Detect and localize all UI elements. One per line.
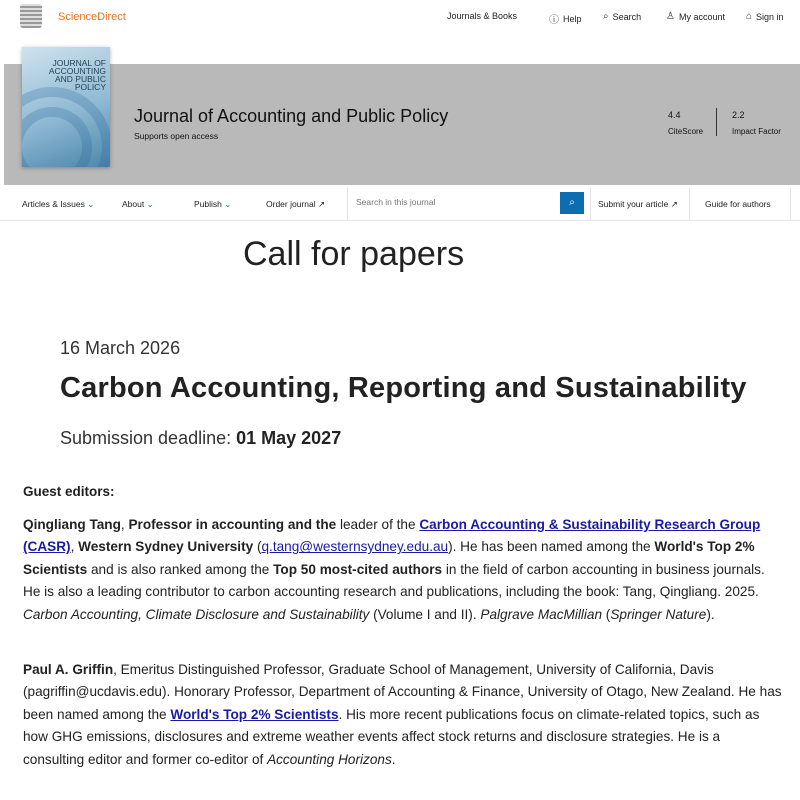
citescore-value: 4.4: [668, 110, 681, 120]
guide-for-authors-link[interactable]: Guide for authors: [705, 199, 771, 209]
my-account-link[interactable]: [666, 11, 725, 22]
inline-link[interactable]: World's Top 2% Scientists: [170, 706, 339, 722]
text-segment: in the field of carbon accounting in business journals. He is also a leading contributor to carbon accounting research and publications, including the book: Tang, Qingliang. 2025.: [23, 561, 765, 600]
chevron-down-icon: ⌄: [224, 199, 232, 209]
nav-publish[interactable]: [194, 199, 231, 210]
italic-text: Accounting Horizons: [267, 751, 392, 767]
brand-logo[interactable]: ScienceDirect: [58, 11, 126, 23]
divider: [689, 187, 690, 221]
person-icon: ♙: [666, 11, 675, 22]
text-segment: ).: [706, 606, 715, 622]
sign-in-link[interactable]: [746, 11, 784, 22]
search-icon: ⌕: [569, 197, 575, 208]
text-segment: ). He has been named among the: [448, 539, 655, 555]
journal-cover[interactable]: [22, 47, 110, 167]
bold-text: Top 50 most-cited authors: [273, 561, 443, 577]
bold-text: World's Top 2% Scientists: [23, 539, 755, 577]
call-heading: Carbon Accounting, Reporting and Sustainability: [60, 372, 747, 404]
open-access-label: Supports open access: [134, 131, 219, 141]
journal-search-input[interactable]: [356, 197, 546, 207]
link-label: My account: [678, 11, 725, 22]
bold-text: Qingliang Tang: [23, 517, 121, 532]
link-label: Help: [563, 13, 582, 24]
page-title: Call for papers: [243, 235, 465, 273]
deadline-value: 01 May 2027: [236, 428, 342, 448]
search-icon: ⌕: [603, 11, 609, 22]
metric-divider: [716, 108, 717, 136]
link-label: Search: [612, 11, 642, 22]
link-label: Journals & Books: [447, 11, 518, 21]
citescore-label: CiteScore: [668, 127, 704, 136]
impact-value: 2.2: [732, 110, 745, 120]
institution-icon: ⌂: [746, 11, 753, 22]
text-segment: , Emeritus Distinguished Professor, Graduate School of Management, University of California, Davis (pagriffin@ucdavis.edu). Honorary Professor, Department of Accounting & Finance, University of Otago, New Zealand. He has been named among the: [23, 662, 782, 722]
deadline-label: Submission deadline:: [60, 428, 232, 448]
italic-text: Palgrave MacMillian: [480, 606, 603, 622]
cover-title: JOURNAL OF ACCOUNTING AND PUBLIC POLICY: [48, 58, 106, 92]
bold-text: Professor in accounting and the: [128, 517, 337, 532]
nav-articles-issues[interactable]: [22, 199, 94, 210]
publish-date: 16 March 2026: [60, 338, 181, 358]
link-label: Sign in: [756, 11, 784, 22]
help-link[interactable]: [549, 11, 582, 26]
nav-label: Publish: [194, 199, 222, 209]
citescore-metric[interactable]: [668, 110, 703, 136]
text-segment: and is also ranked among the: [87, 561, 274, 577]
top-bar: [0, 0, 800, 36]
chevron-down-icon: ⌄: [87, 199, 95, 209]
divider: [790, 187, 791, 221]
text-segment: (Volume I and II).: [369, 606, 481, 622]
text-segment: .: [391, 751, 396, 767]
text-segment: ,: [120, 517, 129, 532]
inline-link[interactable]: Carbon Accounting & Sustainability Research Group (CASR): [23, 517, 761, 555]
editor-bio-griffin: [23, 659, 783, 771]
chevron-down-icon: ⌄: [146, 199, 154, 209]
text-segment: . His more recent publications focus on climate-related topics, such as how GHG emissions, disclosures and extreme weather events affect stock returns and disclosure strategies. He is a consulting editor and former co-editor of: [23, 706, 760, 767]
impact-label: Impact Factor: [732, 127, 781, 136]
text-segment: (: [253, 539, 262, 555]
search-link[interactable]: [603, 11, 641, 22]
journal-title: Journal of Accounting and Public Policy: [134, 106, 449, 126]
impact-factor-metric[interactable]: [732, 110, 781, 136]
editor-bio-tang: [23, 514, 783, 626]
text-segment: (: [602, 606, 611, 622]
journal-search: [347, 187, 591, 221]
nav-order-journal[interactable]: Order journal ↗: [266, 199, 326, 209]
italic-text: Carbon Accounting, Climate Disclosure and Sustainability: [23, 606, 370, 622]
guest-editors-heading: Guest editors:: [23, 484, 115, 499]
search-button[interactable]: [560, 192, 584, 214]
elsevier-logo-icon[interactable]: [20, 4, 42, 28]
italic-text: Springer Nature: [610, 606, 707, 622]
nav-label: About: [122, 199, 145, 209]
nav-label: Articles & Issues: [22, 199, 85, 209]
text-segment: ,: [70, 539, 79, 555]
text-segment: leader of the: [336, 517, 420, 532]
help-circle-icon: ⓘ: [549, 15, 559, 26]
submit-article-link[interactable]: Submit your article ↗: [598, 199, 678, 209]
journals-books-link[interactable]: [447, 11, 517, 21]
nav-about[interactable]: [122, 199, 154, 210]
bold-text: Western Sydney University: [78, 539, 254, 555]
bold-text: Paul A. Griffin: [23, 662, 114, 677]
submission-deadline: [60, 428, 341, 449]
inline-link[interactable]: q.tang@westernsydney.edu.au: [261, 539, 449, 555]
